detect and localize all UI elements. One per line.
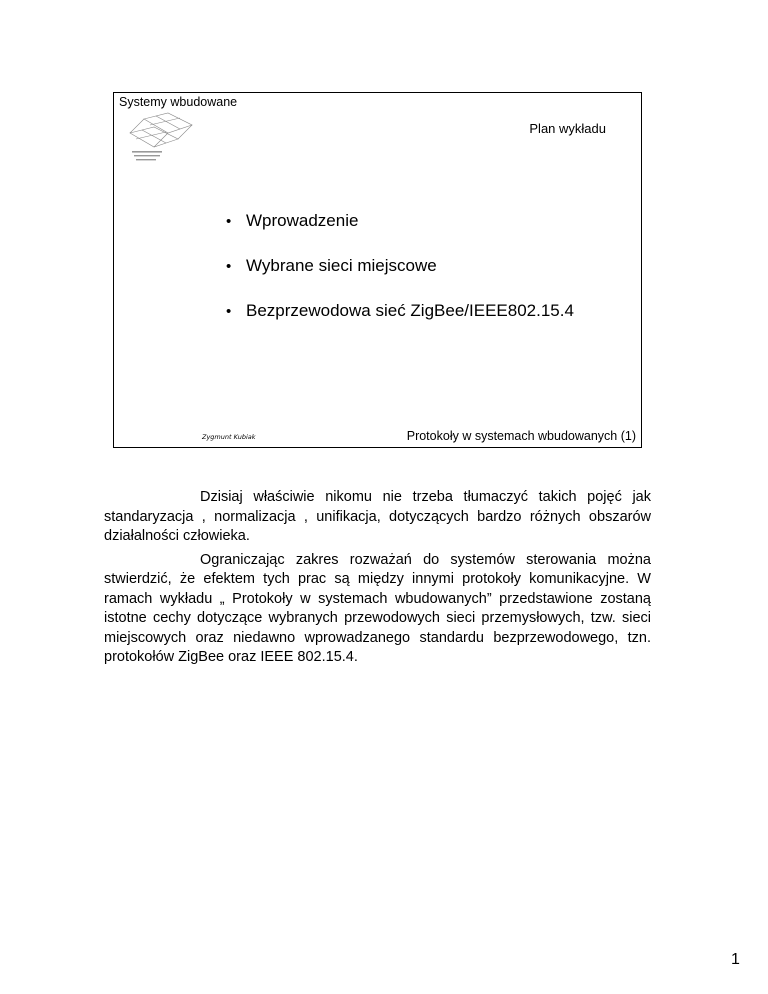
bullet-list	[226, 211, 574, 346]
course-logo	[124, 111, 196, 171]
notes-paragraph: Ograniczając zakres rozważań do systemów sterowania można stwierdzić, że efektem tych prac są między innymi protokoły komunikacyjne. W ramach wykładu „ Protokoły w systemach wbudowanych” przedstawione zostaną istotne cechy dotyczące wybranych przewodowych sieci przemysłowych, tzw. sieci miejscowych oraz niedawno wprowadzanego standardu bezprzewodowego, tzn. protokołów ZigBee oraz IEEE 802.15.4.	[104, 551, 651, 665]
bullet-item	[226, 256, 574, 276]
slide-author: Zygmunt Kubiak	[202, 433, 256, 441]
bullet-item	[226, 211, 574, 231]
page-number: 1	[731, 951, 740, 968]
bullet-item	[226, 301, 574, 321]
lecture-notes	[104, 488, 651, 670]
bullet-text: Wybrane sieci miejscowe	[246, 256, 437, 275]
notes-paragraph: Dzisiaj właściwie nikomu nie trzeba tłumaczyć takich pojęć jak standaryzacja , normalizacja , unifikacja, dotyczących bardzo różnych obszarów działalności człowieka.	[104, 489, 651, 544]
bullet-icon: •	[226, 303, 232, 320]
slide-header: Systemy wbudowane	[119, 95, 238, 109]
bullet-icon: •	[226, 258, 232, 275]
bullet-text: Wprowadzenie	[246, 211, 359, 230]
slide-title: Plan wykładu	[529, 121, 606, 136]
slide-footer: Protokoły w systemach wbudowanych (1)	[406, 429, 636, 443]
bullet-icon: •	[226, 213, 232, 230]
bullet-text: Bezprzewodowa sieć ZigBee/IEEE802.15.4	[246, 301, 574, 320]
slide-frame	[113, 92, 642, 448]
